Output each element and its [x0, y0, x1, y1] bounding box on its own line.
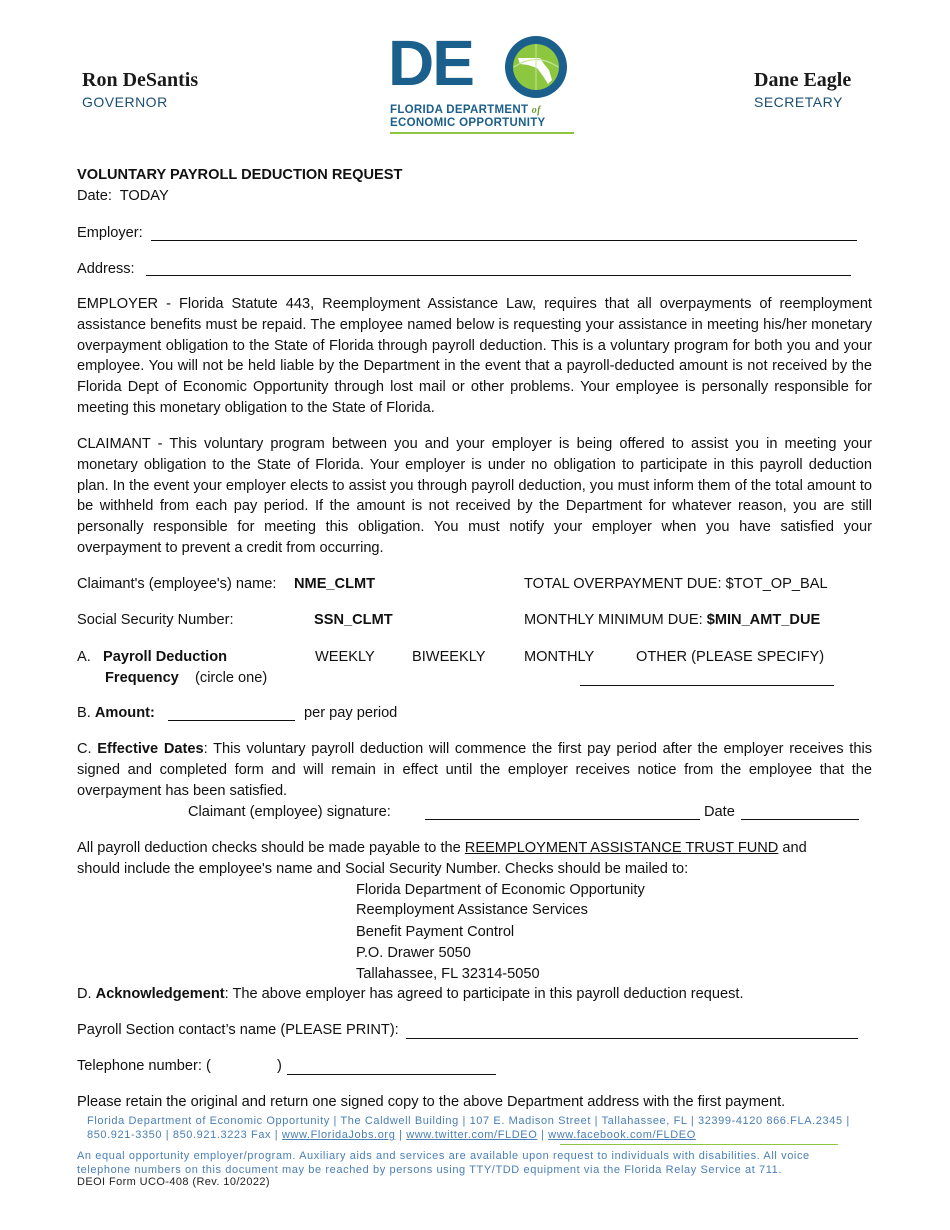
amount-field[interactable] — [168, 720, 295, 721]
footer-sep: | — [399, 1129, 403, 1141]
signature-label: Claimant (employee) signature: — [188, 804, 391, 820]
section-c — [77, 739, 872, 801]
date-row — [77, 186, 169, 207]
mail-address-line: Benefit Payment Control — [356, 924, 515, 940]
total-due — [524, 574, 828, 595]
freq-biweekly[interactable]: BIWEEKLY — [412, 649, 486, 665]
freq-monthly[interactable]: MONTHLY — [524, 649, 595, 665]
section-b-prefix: B. — [77, 705, 91, 721]
section-b-title: Amount: — [94, 705, 155, 721]
logo-letters: DE — [388, 27, 473, 99]
floridajobs-link[interactable]: www.FloridaJobs.org — [281, 1129, 396, 1141]
mail-address-line: Reemployment Assistance Services — [356, 902, 588, 918]
address-label: Address: — [77, 261, 135, 277]
employer-label: Employer: — [77, 225, 143, 241]
payable-paragraph — [77, 838, 872, 880]
logo-line1: FLORIDA DEPARTMENT — [390, 104, 529, 116]
freq-other[interactable]: OTHER (PLEASE SPECIFY) — [636, 649, 825, 665]
signature-date-field[interactable] — [741, 819, 859, 820]
governor-name: Ron DeSantis — [82, 69, 199, 91]
payable-fund: REEMPLOYMENT ASSISTANCE TRUST FUND — [464, 840, 779, 856]
payable-text-1: All payroll deduction checks should be made payable to the — [77, 840, 461, 856]
section-d — [77, 984, 744, 1005]
ssn-value: SSN_CLMT — [314, 612, 393, 628]
claimant-paragraph: CLAIMANT - This voluntary program between you and your employer is being offered to assist you in meeting your monetary obligation to the State of Florida. Your employer is under no obligation to participate in this payroll deduction plan. In the event your employer elects to assist you through payroll deduction, you must inform them of the total amount to be withheld from each pay period. If the amount is not received by the Department for whatever reason, you are still personally responsible for meeting this obligation. You must notify your employer when you have satisfied your overpayment to prevent a credit from occurring. — [77, 436, 872, 556]
retain-text: Please retain the original and return one signed copy to the above Department address with the first payment. — [77, 1094, 786, 1110]
logo-line2: ECONOMIC OPPORTUNITY — [390, 117, 546, 129]
freq-weekly[interactable]: WEEKLY — [315, 649, 375, 665]
section-a-title-2-row — [105, 668, 267, 689]
logo-underline — [390, 132, 574, 134]
date-label: Date: — [77, 188, 112, 204]
section-a-prefix: A. — [77, 649, 91, 665]
governor-title: GOVERNOR — [82, 94, 168, 110]
section-a-title-1: Payroll Deduction — [103, 649, 228, 665]
section-a-title-2: Frequency — [105, 670, 179, 686]
claimant-name-label: Claimant's (employee's) name: — [77, 576, 277, 592]
address-field[interactable] — [146, 275, 851, 276]
footer-address: Florida Department of Economic Opportunity | The Caldwell Building | 107 E. Madison Street | Tallahassee, FL | 32399-4120 866.FLA.2345 | — [87, 1115, 850, 1127]
globe-icon — [500, 32, 576, 102]
secretary-name: Dane Eagle — [754, 69, 852, 91]
ssn-label: Social Security Number: — [77, 612, 234, 628]
monthly-min-value: $MIN_AMT_DUE — [706, 612, 821, 628]
employer-paragraph: EMPLOYER - Florida Statute 443, Reemployment Assistance Law, requires that all overpayments of reemployment assistance benefits must be repaid. The employee named below is requesting your assistance in meeting his/her monetary overpayment obligation to the State of Florida through payroll deduction. This is a voluntary program for both you and your employee. You will not be held liable by the Department in the event that a payroll-deducted amount is not received by the Florida Dept of Economic Opportunity through lost mail or other problems. Your employee is personally responsible for meeting this monetary obligation to the State of Florida. — [77, 296, 872, 416]
form-title: VOLUNTARY PAYROLL DEDUCTION REQUEST — [77, 167, 403, 183]
payable-text-2: and — [782, 840, 807, 856]
logo-of: of — [531, 105, 541, 116]
section-c-title: Effective Dates — [97, 741, 204, 757]
total-due-label: TOTAL OVERPAYMENT DUE: — [524, 576, 722, 592]
monthly-min — [524, 610, 820, 631]
date-value: TODAY — [119, 188, 169, 204]
section-b-suffix: per pay period — [304, 705, 398, 721]
section-c-prefix: C. — [77, 741, 92, 757]
section-d-title: Acknowledgement — [95, 986, 225, 1002]
contact-label: Payroll Section contact’s name (PLEASE PRINT): — [77, 1022, 399, 1038]
twitter-link[interactable]: www.twitter.com/FLDEO — [406, 1129, 538, 1141]
monthly-min-label: MONTHLY MINIMUM DUE: — [524, 612, 703, 628]
section-d-prefix: D. — [77, 986, 92, 1002]
secretary-title: SECRETARY — [754, 94, 843, 110]
form-id: DEOI Form UCO-408 (Rev. 10/2022) — [77, 1176, 270, 1188]
signature-date-label: Date — [704, 804, 735, 820]
mail-address-line: Florida Department of Economic Opportunity — [356, 882, 645, 898]
employer-field[interactable] — [151, 240, 857, 241]
payable-text-3: should include the employee's name and Social Security Number. Checks should be mailed to: — [77, 860, 689, 877]
mail-address-line: Tallahassee, FL 32314-5050 — [356, 966, 540, 982]
phone-label: Telephone number: ( — [77, 1058, 211, 1074]
claimant-name-value: NME_CLMT — [294, 576, 376, 592]
deo-logo — [388, 27, 578, 134]
section-d-text: : The above employer has agreed to participate in this payroll deduction request. — [224, 986, 744, 1002]
phone-field[interactable] — [287, 1074, 496, 1075]
footer-links — [87, 1128, 862, 1142]
footer-phones: 850.921-3350 | 850.921.3223 Fax | — [87, 1129, 279, 1141]
footer-green-rule — [560, 1144, 838, 1145]
section-a-note: (circle one) — [195, 670, 268, 686]
facebook-link[interactable]: www.facebook.com/FLDEO — [548, 1129, 696, 1141]
signature-field[interactable] — [425, 819, 700, 820]
section-c-text: : This voluntary payroll deduction will commence the first pay period after the employer receives this signed and completed form and will remain in effect until the employer receives notice from the employee that the overpayment has been satisfied. — [77, 741, 872, 799]
total-due-value: $TOT_OP_BAL — [725, 576, 828, 592]
phone-close: ) — [277, 1058, 282, 1074]
mail-address-line: P.O. Drawer 5050 — [356, 945, 471, 961]
other-specify-field[interactable] — [580, 685, 834, 686]
footer-sep: | — [541, 1129, 545, 1141]
section-b — [77, 703, 155, 724]
eeo-statement: An equal opportunity employer/program. Auxiliary aids and services are available upon request to individuals with disabilities. All voice telephone numbers on this document may be reached by persons using TTY/TDD equipment via the Florida Relay Service at 711. — [77, 1150, 810, 1176]
contact-field[interactable] — [406, 1038, 858, 1039]
